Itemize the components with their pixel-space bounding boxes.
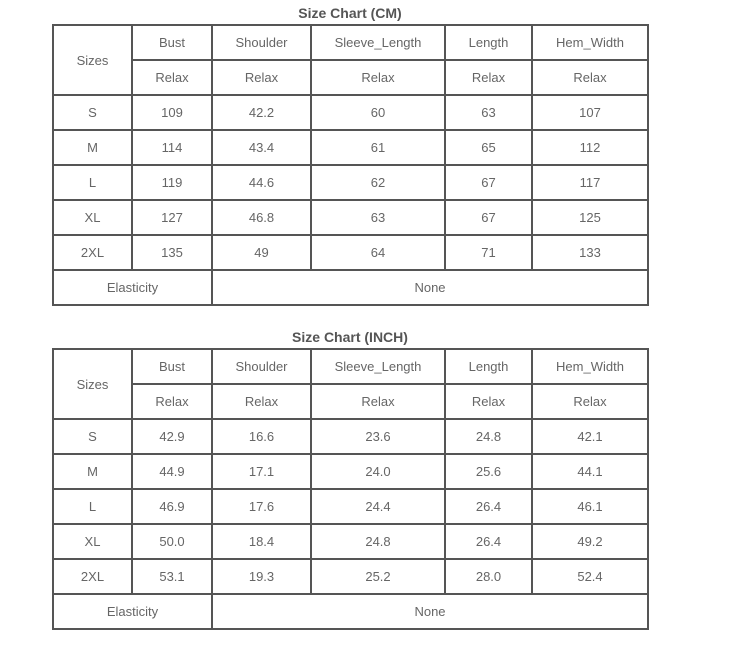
size-cell: L [53, 165, 132, 200]
size-cell: XL [53, 524, 132, 559]
table-row [53, 524, 648, 559]
header-cell: Hem_Width [532, 349, 648, 384]
value-cell: 23.6 [311, 419, 445, 454]
value-cell: 135 [132, 235, 212, 270]
header-cell: Length [445, 349, 532, 384]
value-cell: 46.8 [212, 200, 311, 235]
value-cell: 42.2 [212, 95, 311, 130]
subheader-row [53, 384, 648, 419]
value-cell: 18.4 [212, 524, 311, 559]
header-cell: Length [445, 25, 532, 60]
value-cell: 133 [532, 235, 648, 270]
header-cell: Sleeve_Length [311, 25, 445, 60]
value-cell: 112 [532, 130, 648, 165]
value-cell: 26.4 [445, 524, 532, 559]
table-row [53, 95, 648, 130]
value-cell: 63 [311, 200, 445, 235]
subheader-cell: Relax [532, 60, 648, 95]
value-cell: 49 [212, 235, 311, 270]
value-cell: 44.6 [212, 165, 311, 200]
value-cell: 63 [445, 95, 532, 130]
value-cell: 109 [132, 95, 212, 130]
size-chart-cm [52, 2, 647, 306]
header-row [53, 25, 648, 60]
subheader-cell: Relax [311, 384, 445, 419]
subheader-cell: Relax [132, 60, 212, 95]
value-cell: 127 [132, 200, 212, 235]
value-cell: 52.4 [532, 559, 648, 594]
size-cell: M [53, 454, 132, 489]
value-cell: 44.1 [532, 454, 648, 489]
header-row [53, 349, 648, 384]
table-row [53, 130, 648, 165]
subheader-cell: Relax [532, 384, 648, 419]
value-cell: 24.8 [311, 524, 445, 559]
sizes-header: Sizes [53, 349, 132, 419]
value-cell: 60 [311, 95, 445, 130]
value-cell: 42.9 [132, 419, 212, 454]
value-cell: 28.0 [445, 559, 532, 594]
table-row [53, 200, 648, 235]
value-cell: 24.0 [311, 454, 445, 489]
table-row [53, 489, 648, 524]
elasticity-label: Elasticity [53, 270, 212, 305]
value-cell: 16.6 [212, 419, 311, 454]
header-cell: Shoulder [212, 25, 311, 60]
value-cell: 19.3 [212, 559, 311, 594]
value-cell: 25.2 [311, 559, 445, 594]
table-row [53, 559, 648, 594]
elasticity-row [53, 594, 648, 629]
subheader-cell: Relax [212, 384, 311, 419]
value-cell: 42.1 [532, 419, 648, 454]
value-cell: 114 [132, 130, 212, 165]
value-cell: 25.6 [445, 454, 532, 489]
value-cell: 53.1 [132, 559, 212, 594]
value-cell: 50.0 [132, 524, 212, 559]
sizes-header: Sizes [53, 25, 132, 95]
size-cell: XL [53, 200, 132, 235]
value-cell: 67 [445, 200, 532, 235]
size-cell: S [53, 419, 132, 454]
header-cell: Bust [132, 25, 212, 60]
value-cell: 107 [532, 95, 648, 130]
size-table [52, 24, 649, 306]
subheader-cell: Relax [445, 60, 532, 95]
value-cell: 71 [445, 235, 532, 270]
size-table [52, 348, 649, 630]
value-cell: 24.4 [311, 489, 445, 524]
size-cell: M [53, 130, 132, 165]
subheader-cell: Relax [445, 384, 532, 419]
chart-title: Size Chart (INCH) [292, 329, 408, 345]
value-cell: 64 [311, 235, 445, 270]
value-cell: 119 [132, 165, 212, 200]
size-cell: S [53, 95, 132, 130]
value-cell: 49.2 [532, 524, 648, 559]
subheader-row [53, 60, 648, 95]
value-cell: 44.9 [132, 454, 212, 489]
elasticity-row [53, 270, 648, 305]
header-cell: Shoulder [212, 349, 311, 384]
value-cell: 61 [311, 130, 445, 165]
size-cell: 2XL [53, 559, 132, 594]
value-cell: 117 [532, 165, 648, 200]
table-row [53, 419, 648, 454]
subheader-cell: Relax [212, 60, 311, 95]
header-cell: Hem_Width [532, 25, 648, 60]
elasticity-value: None [212, 270, 648, 305]
table-row [53, 454, 648, 489]
value-cell: 26.4 [445, 489, 532, 524]
value-cell: 46.9 [132, 489, 212, 524]
elasticity-label: Elasticity [53, 594, 212, 629]
value-cell: 24.8 [445, 419, 532, 454]
value-cell: 62 [311, 165, 445, 200]
value-cell: 17.1 [212, 454, 311, 489]
value-cell: 67 [445, 165, 532, 200]
size-chart-inch [52, 326, 647, 630]
header-cell: Sleeve_Length [311, 349, 445, 384]
elasticity-value: None [212, 594, 648, 629]
subheader-cell: Relax [132, 384, 212, 419]
size-cell: 2XL [53, 235, 132, 270]
value-cell: 46.1 [532, 489, 648, 524]
table-row [53, 165, 648, 200]
value-cell: 43.4 [212, 130, 311, 165]
size-cell: L [53, 489, 132, 524]
chart-title: Size Chart (CM) [298, 5, 402, 21]
value-cell: 17.6 [212, 489, 311, 524]
value-cell: 65 [445, 130, 532, 165]
header-cell: Bust [132, 349, 212, 384]
value-cell: 125 [532, 200, 648, 235]
table-row [53, 235, 648, 270]
subheader-cell: Relax [311, 60, 445, 95]
